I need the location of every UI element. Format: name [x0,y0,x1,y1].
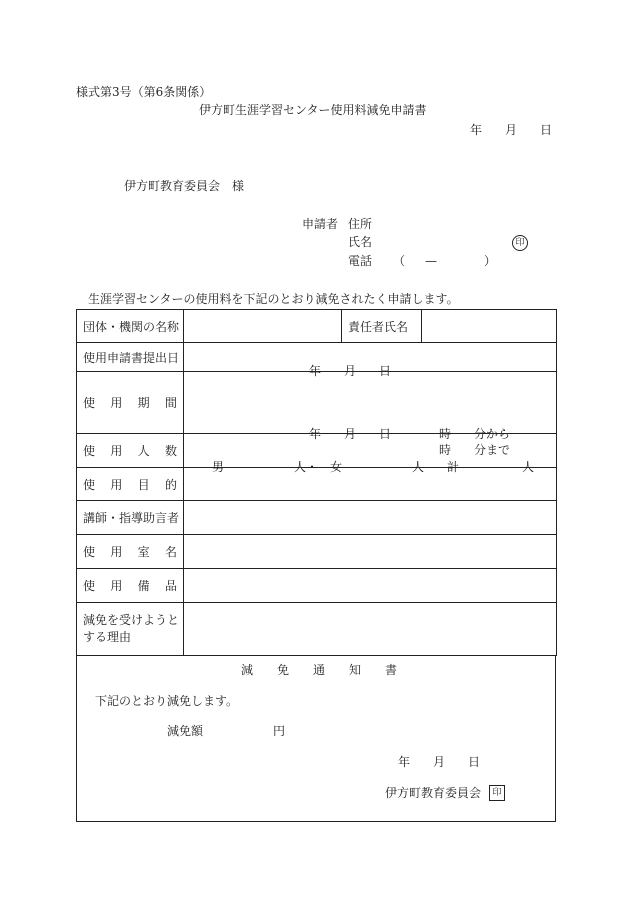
total-persons: 人 [522,459,535,474]
submit-day: 日 [379,364,392,378]
count-label-char: 用 [110,444,123,458]
purpose-label-char: 目 [137,477,150,492]
phone-dash: — [425,254,437,268]
phone-label: 電話 [348,254,373,268]
room-label-char: 用 [110,545,123,559]
purpose-field[interactable] [184,468,557,501]
applicant-seal: 印 [512,235,528,251]
period-field[interactable] [184,372,557,457]
instructor-field[interactable] [184,501,557,535]
address-label: 住所 [348,217,373,231]
row-reason [77,603,557,656]
reason-field[interactable] [184,603,557,656]
org-name-label: 団体・機関の名称 [77,310,184,343]
row-period [77,372,557,434]
notice-month: 月 [433,755,446,769]
period-label-char: 期 [137,396,150,410]
issuer-seal: 印 [489,785,505,801]
instructor-label: 講師・指導助言者 [77,501,184,535]
count-label-char: 数 [164,444,177,458]
form-number: 様式第3号（第6条関係） [76,85,212,99]
period-hour-from: 時 [439,426,452,441]
row-submit-date [77,343,557,372]
row-org-name [77,310,557,343]
female-persons: 人 [412,459,425,474]
purpose-label-char: 的 [164,477,177,492]
equipment-label-char: 備 [137,579,150,593]
amount-label: 減免額 [167,724,204,738]
purpose-label-char: 使 [83,477,96,492]
count-label-char: 使 [83,444,96,458]
page-title: 伊方町生涯学習センター使用料減免申請書 [199,103,427,117]
submit-month: 月 [344,364,357,378]
male-label: 男 [212,459,225,474]
room-label [77,535,184,569]
reason-label: 減免を受けようとする理由 [77,603,184,656]
period-day: 日 [379,426,392,441]
room-label-char: 室 [137,545,150,559]
notice-body: 下記のとおり減免します。 [95,694,239,708]
submit-date-label: 使用申請書提出日 [77,343,184,372]
submit-date-field[interactable] [184,343,557,378]
issuer-name: 伊方町教育委員会 [385,786,482,800]
equipment-field[interactable] [184,569,557,603]
notice-year: 年 [398,755,411,769]
addressee-honorific: 様 [232,179,245,193]
equipment-label [77,569,184,603]
period-month: 月 [344,426,357,441]
org-name-field[interactable] [184,310,342,343]
female-label: 女 [330,459,343,474]
period-to: 分まで [474,442,511,457]
date-year: 年 [470,123,483,137]
responsible-field[interactable] [422,310,557,343]
period-from: 分から [474,426,511,441]
period-hour-to: 時 [439,442,452,457]
applicant-role-label: 申請者 [302,217,339,231]
yen-label: 円 [273,724,286,738]
period-label-char: 使 [83,396,96,410]
exemption-notice [76,656,556,822]
application-table [76,309,557,656]
row-room [77,535,557,569]
addressee-name: 伊方町教育委員会 [124,179,221,193]
date-day: 日 [540,123,553,137]
phone-open-paren: （ [393,254,406,268]
count-label [77,434,184,468]
total-label: 計 [447,459,460,474]
period-label [77,372,184,434]
row-equipment [77,569,557,603]
responsible-label: 責任者氏名 [342,310,422,343]
notice-title: 減 免 通 知 書 [241,663,398,677]
room-field[interactable] [184,535,557,569]
intro-text: 生涯学習センターの使用料を下記のとおり減免されたく申請します。 [88,292,459,306]
submit-year: 年 [309,364,322,378]
persons-separator: 人・ [294,459,319,474]
equipment-label-char: 用 [110,579,123,593]
room-label-char: 名 [164,545,177,559]
purpose-label-char: 用 [110,477,123,492]
count-label-char: 人 [137,444,150,458]
date-month: 月 [505,123,518,137]
purpose-label [77,468,184,501]
equipment-label-char: 使 [83,579,96,593]
period-year: 年 [309,426,322,441]
name-label: 氏名 [348,235,373,249]
row-instructor [77,501,557,535]
phone-close-paren: ） [484,254,497,268]
period-label-char: 間 [164,396,177,410]
period-label-char: 用 [110,396,123,410]
equipment-label-char: 品 [164,579,177,593]
room-label-char: 使 [83,545,96,559]
notice-day: 日 [468,755,481,769]
